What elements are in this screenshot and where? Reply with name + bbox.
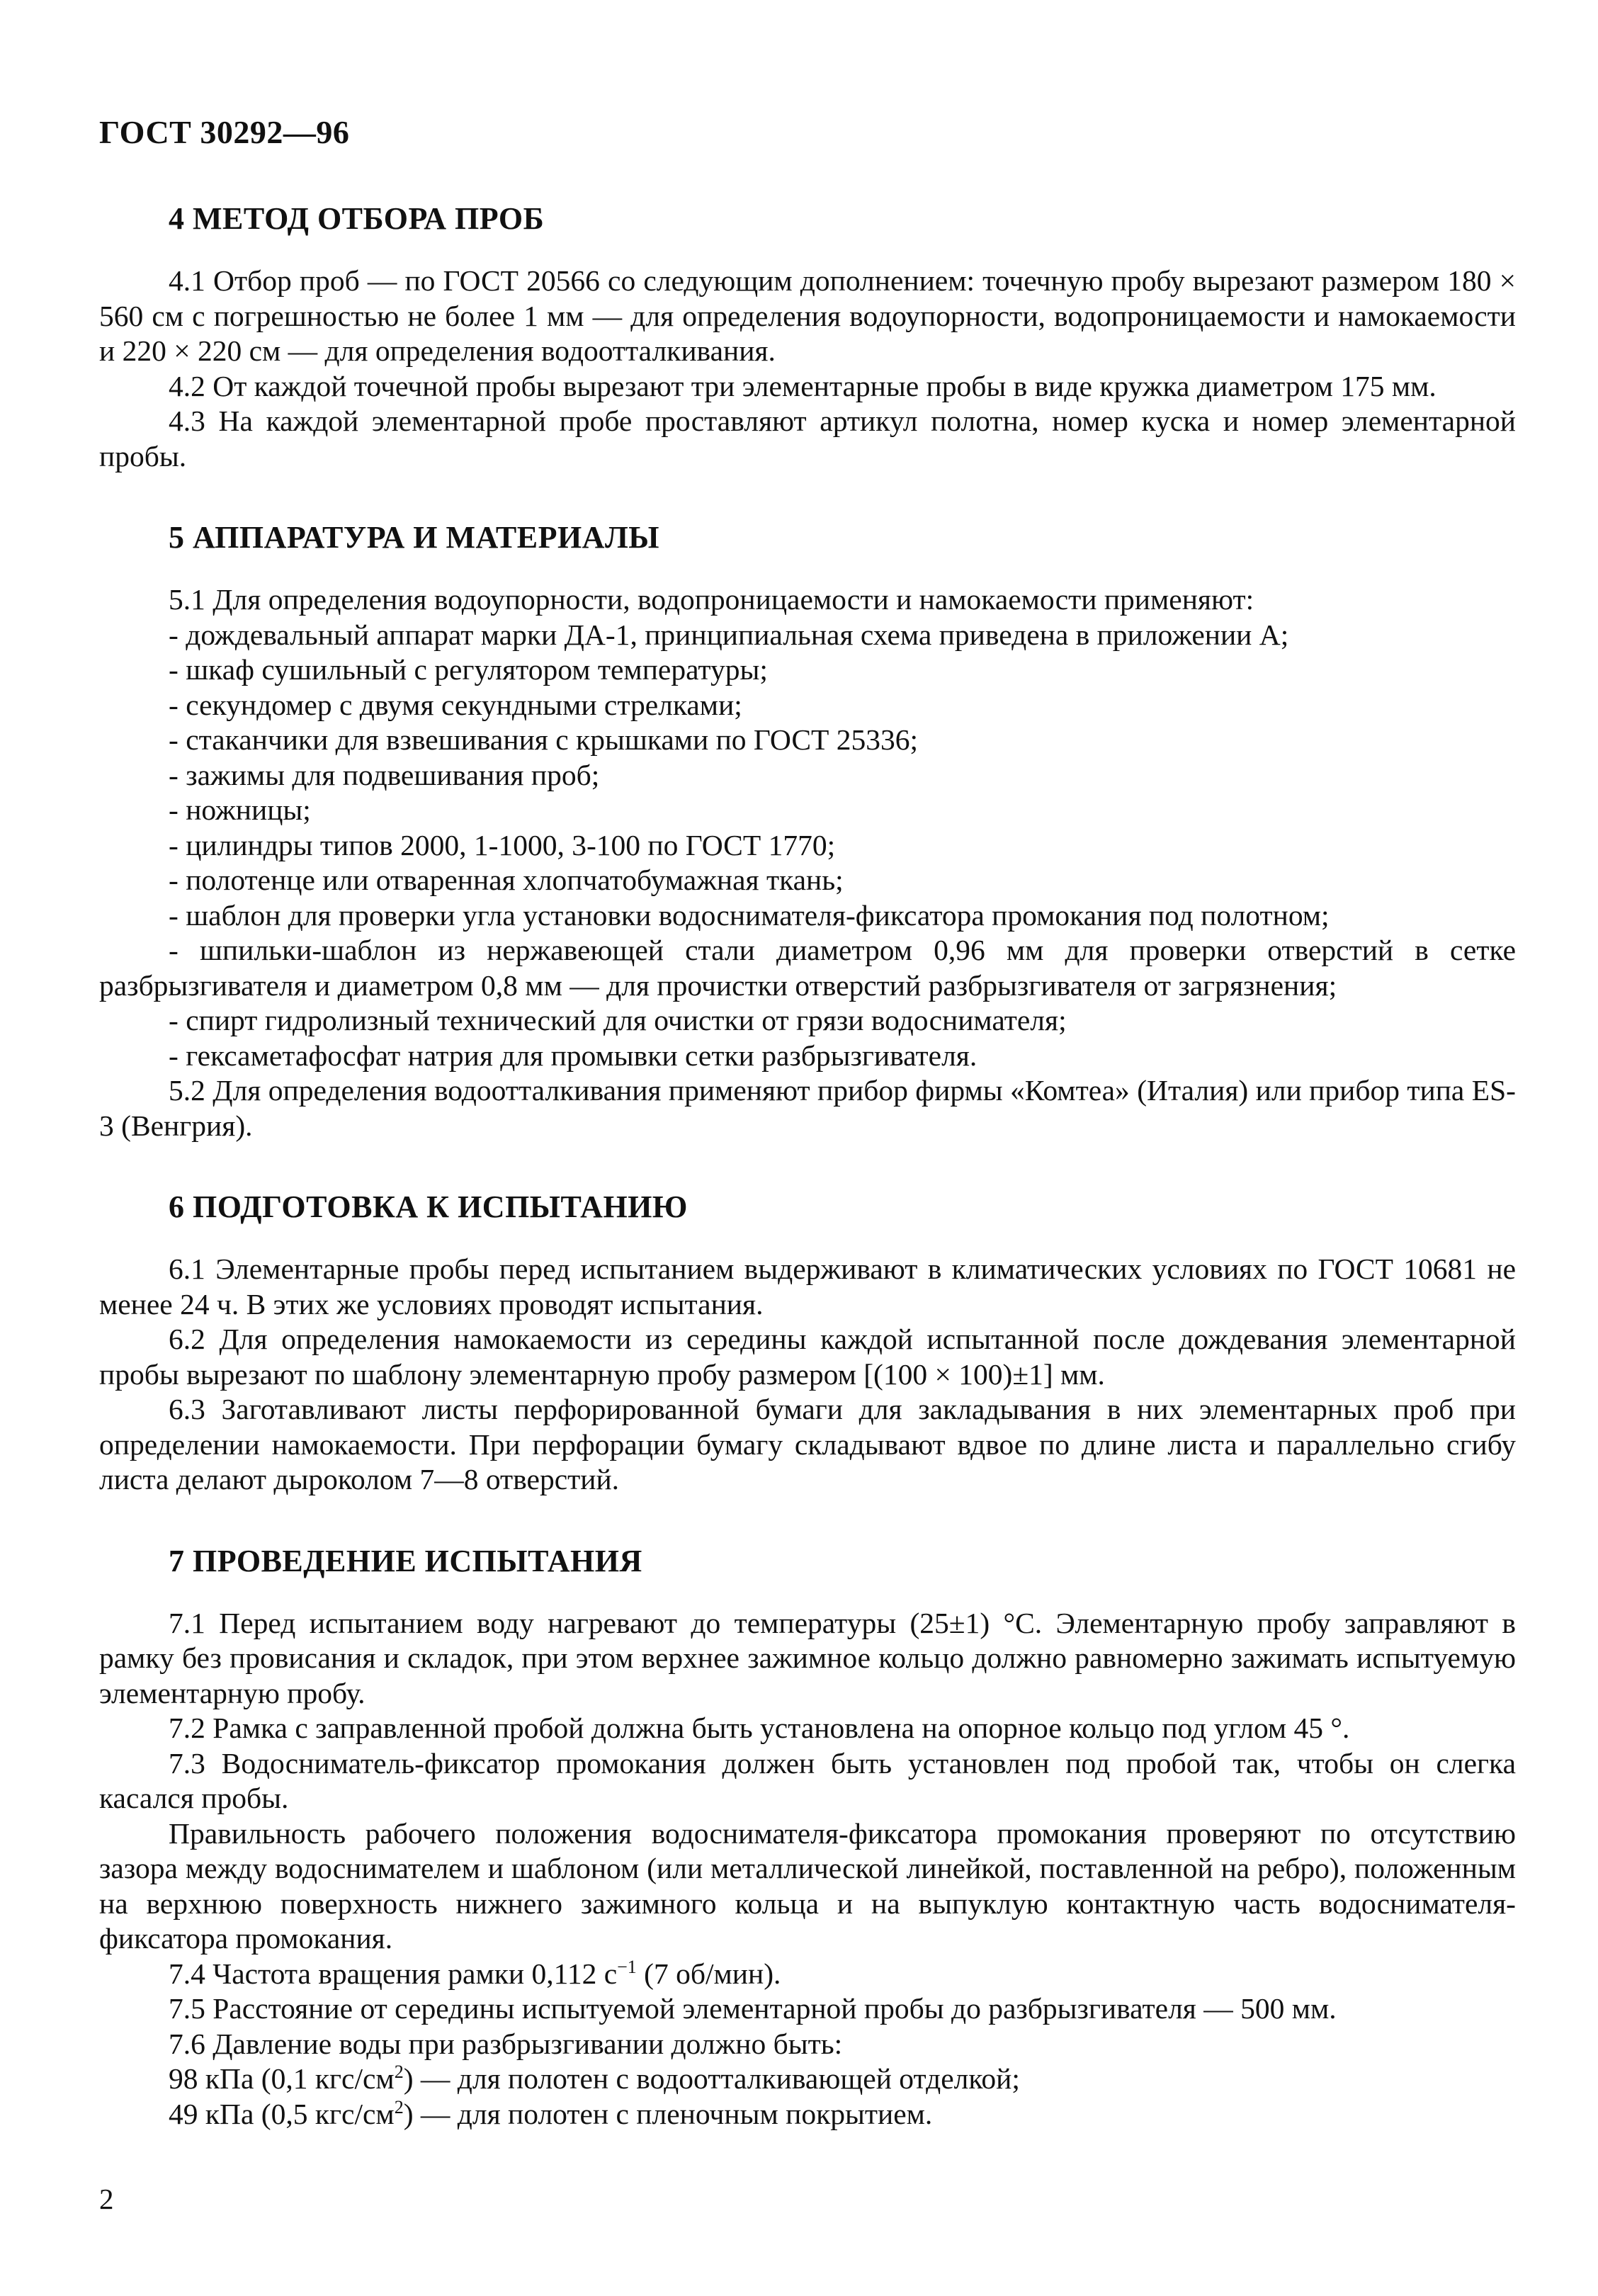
list-item: - спирт гидролизный технический для очистки от грязи водоснимателя; <box>99 1003 1516 1039</box>
list-item: - зажимы для подвешивания проб; <box>99 758 1516 793</box>
paragraph: 5.2 Для определения водоотталкивания применяют прибор фирмы «Комтеа» (Италия) или прибор типа ES-3 (Венгрия). <box>99 1074 1516 1142</box>
text-segment: 98 кПа (0,1 кгс/см <box>169 2062 395 2095</box>
paragraph: 5.1 Для определения водоупорности, водопроницаемости и намокаемости применяют: <box>169 583 1254 616</box>
section-title: 5 АППАРАТУРА И МАТЕРИАЛЫ <box>169 520 659 555</box>
text-segment: 49 кПа (0,5 кгс/см <box>169 2097 395 2130</box>
list-item: - полотенце или отваренная хлопчатобумажная ткань; <box>99 863 1516 898</box>
superscript: 2 <box>394 2062 404 2083</box>
section-title: 6 ПОДГОТОВКА К ИСПЫТАНИЮ <box>169 1189 688 1224</box>
list-item: - гексаметафосфат натрия для промывки сетки разбрызгивателя. <box>99 1039 1516 1074</box>
document-header: ГОСТ 30292—96 <box>99 114 350 150</box>
paragraph-rotation-frequency <box>99 1957 1516 1992</box>
paragraph: 6.2 Для определения намокаемости из середины каждой испытанной после дождевания элементарной пробы вырезают по шаблону элементарную пробу размером [(100 × 100)±1] мм. <box>99 1323 1516 1391</box>
superscript: −1 <box>617 1956 637 1977</box>
list-item: - шаблон для проверки угла установки водоснимателя-фиксатора промокания под полотном; <box>99 898 1516 934</box>
section-7 <box>99 1543 1516 2132</box>
list-item: - шпильки-шаблон из нержавеющей стали диаметром 0,96 мм для проверки отверстий в сетке разбрызгивателя и диаметром 0,8 мм — для прочистки отверстий разбрызгивателя от загрязнения; <box>99 933 1516 1003</box>
paragraph-pressure-2 <box>99 2097 1516 2132</box>
paragraph: 7.3 Водосниматель-фиксатор промокания должен быть установлен под пробой так, чтобы он слегка касался пробы. <box>99 1746 1516 1814</box>
equipment-list <box>99 618 1516 1074</box>
paragraph: 4.1 Отбор проб — по ГОСТ 20566 со следующим дополнением: точечную пробу вырезают размером 180 × 560 см с погрешностью не более 1 мм — для определения водоупорности, водопроницаемости и намокаемости и 220 × 220 см — для определения водоотталкивания. <box>99 264 1516 367</box>
document-page <box>99 113 1516 2177</box>
paragraph-pressure-1 <box>99 2062 1516 2097</box>
page-number: 2 <box>99 2183 114 2215</box>
superscript: 2 <box>394 2096 404 2117</box>
list-item: - дождевальный аппарат марки ДА-1, принципиальная схема приведена в приложении А; <box>99 618 1516 653</box>
paragraph: 6.3 Заготавливают листы перфорированной бумаги для закладывания в них элементарных проб при определении намокаемости. При перфорации бумагу складывают вдвое по длине листа и параллельно сгибу листа делают дыроколом 7—8 отверстий. <box>99 1393 1516 1495</box>
section-title: 7 ПРОВЕДЕНИЕ ИСПЫТАНИЯ <box>169 1543 642 1578</box>
list-item: - ножницы; <box>99 793 1516 828</box>
paragraph: 4.2 От каждой точечной пробы вырезают три элементарные пробы в виде кружка диаметром 175 мм. <box>169 369 1436 402</box>
list-item: - цилиндры типов 2000, 1-1000, 3-100 по ГОСТ 1770; <box>99 828 1516 864</box>
list-item: - стаканчики для взвешивания с крышками по ГОСТ 25336; <box>99 723 1516 758</box>
paragraph: Правильность рабочего положения водоснимателя-фиксатора промокания проверяют по отсутствию зазора между водоснимателем и шаблоном (или металлической линейкой, поставленной на ребро), положенным на верхнюю поверхность нижнего зажимного кольца и на выпуклую контактную часть водоснимателя-фиксатора промокания. <box>99 1816 1516 1955</box>
paragraph: 7.1 Перед испытанием воду нагревают до температуры (25±1) °С. Элементарную пробу заправляют в рамку без провисания и складок, при этом верхнее зажимное кольцо должно равномерно зажимать испытуемую элементарную пробу. <box>99 1606 1516 1709</box>
text-segment: ) — для полотен с водоотталкивающей отделкой; <box>403 2062 1020 2095</box>
text-segment: 7.4 Частота вращения рамки 0,112 с <box>169 1957 618 1990</box>
paragraph: 4.3 На каждой элементарной пробе проставляют артикул полотна, номер куска и номер элементарной пробы. <box>99 405 1516 473</box>
paragraph: 6.1 Элементарные пробы перед испытанием выдерживают в климатических условиях по ГОСТ 10681 не менее 24 ч. В этих же условиях проводят испытания. <box>99 1252 1516 1321</box>
text-segment: (7 об/мин). <box>636 1957 781 1990</box>
section-5 <box>99 519 1516 1143</box>
paragraph: 7.2 Рамка с заправленной пробой должна быть установлена на опорное кольцо под углом 45 °. <box>169 1712 1350 1744</box>
paragraph: 7.6 Давление воды при разбрызгивании должно быть: <box>169 2027 843 2060</box>
section-4 <box>99 200 1516 474</box>
list-item: - секундомер с двумя секундными стрелками; <box>99 688 1516 723</box>
section-6 <box>99 1189 1516 1498</box>
section-title: 4 МЕТОД ОТБОРА ПРОБ <box>169 201 545 236</box>
list-item: - шкаф сушильный с регулятором температуры; <box>99 652 1516 688</box>
text-segment: ) — для полотен с пленочным покрытием. <box>403 2097 933 2130</box>
paragraph: 7.5 Расстояние от середины испытуемой элементарной пробы до разбрызгивателя — 500 мм. <box>169 1992 1337 2025</box>
